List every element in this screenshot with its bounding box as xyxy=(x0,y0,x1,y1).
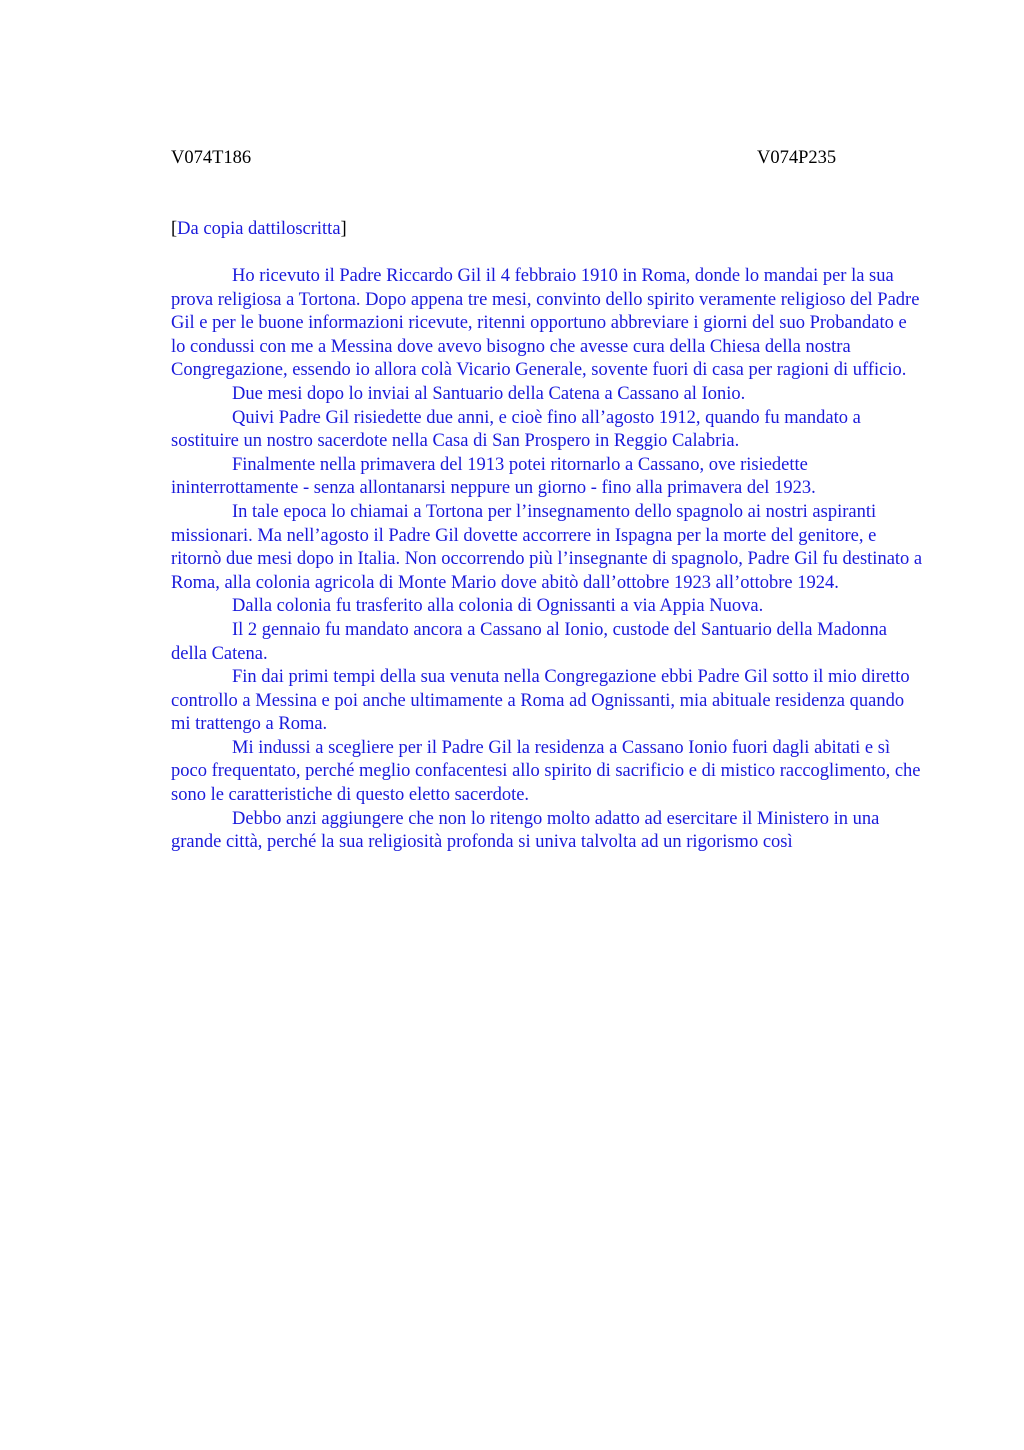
paragraph: Fin dai primi tempi della sua venuta nella Congregazione ebbi Padre Gil sotto il mio diretto controllo a Messina e poi anche ultimamente a Roma ad Ognissanti, mia abituale residenza quando mi trattengo a Roma. xyxy=(171,667,910,735)
header-right-code: V074P235 xyxy=(757,148,837,168)
paragraph: Ho ricevuto il Padre Riccardo Gil il 4 febbraio 1910 in Roma, donde lo mandai per la sua prova religiosa a Tortona. Dopo appena tre mesi, convinto dello spirito veramente religioso del Padre Gil e per le buone informazioni ricevute, ritenni opportuno abbreviare i giorni del suo Probandato e lo condussi con me a Messina dove avevo bisogno che avesse cura della Chiesa della nostra Congregazione, essendo io allora colà Vicario Generale, sovente fuori di casa per ragioni di ufficio. xyxy=(171,266,920,381)
paragraph: Due mesi dopo lo inviai al Santuario della Catena a Cassano al Ionio. xyxy=(232,383,746,404)
paragraph: Finalmente nella primavera del 1913 potei ritornarlo a Cassano, ove risiedette ininterrottamente - senza allontanarsi neppure un giorno - fino alla primavera del 1923. xyxy=(171,454,816,499)
paragraph: Mi indussi a scegliere per il Padre Gil la residenza a Cassano Ionio fuori dagli abitati e sì poco frequentato, perché meglio confacentesi allo spirito di sacrificio e di mistico raccoglimento, che sono le caratteristiche di questo eletto sacerdote. xyxy=(171,737,921,806)
note-text: Da copia dattiloscritta xyxy=(177,219,341,239)
paragraph: Dalla colonia fu trasferito alla colonia di Ognissanti a via Appia Nuova. xyxy=(232,596,764,617)
letter-body xyxy=(171,265,923,855)
header-left-code: V074T186 xyxy=(171,148,252,168)
paragraph: Debbo anzi aggiungere che non lo ritengo molto adatto ad esercitare il Ministero in una grande città, perché la sua religiosità profonda si univa talvolta ad un rigorismo così xyxy=(171,808,880,853)
paragraph: In tale epoca lo chiamai a Tortona per l’insegnamento dello spagnolo ai nostri aspiranti missionari. Ma nell’agosto il Padre Gil dovette accorrere in Ispagna per la morte del genitore, e ritornò due mesi dopo in Italia. Non occorrendo più l’insegnante di spagnolo, Padre Gil fu destinato a Roma, alla colonia agricola di Monte Mario dove abitò dall’ottobre 1923 all’ottobre 1924. xyxy=(171,501,923,593)
note-open-bracket: [ xyxy=(171,219,178,239)
page-header xyxy=(171,146,923,170)
note-close-bracket: ] xyxy=(340,219,347,239)
source-note xyxy=(171,217,347,241)
paragraph: Il 2 gennaio fu mandato ancora a Cassano al Ionio, custode del Santuario della Madonna della Catena. xyxy=(171,619,888,664)
paragraph: Quivi Padre Gil risiedette due anni, e cioè fino all’agosto 1912, quando fu mandato a sostituire un nostro sacerdote nella Casa di San Prospero in Reggio Calabria. xyxy=(171,407,861,452)
